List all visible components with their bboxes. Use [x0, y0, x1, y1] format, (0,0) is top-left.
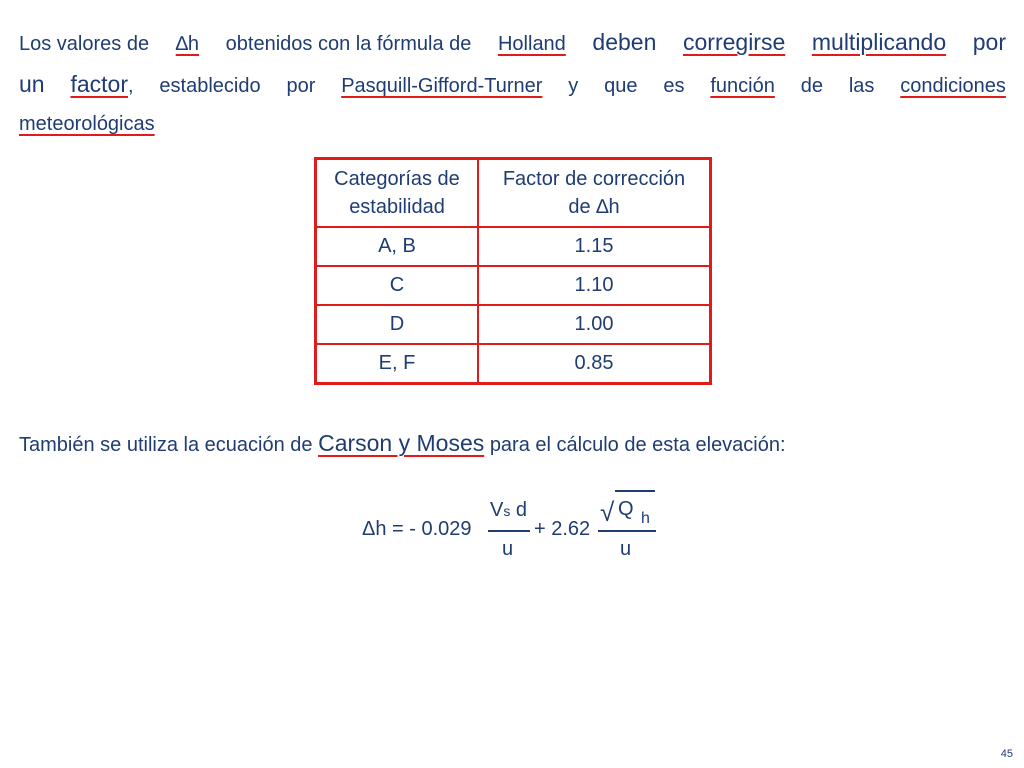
formula-den1: u [502, 538, 514, 560]
text-de: de [800, 75, 823, 97]
formula-plus: + 2.62 [534, 518, 591, 540]
header-col1-line1: Categorías de [334, 168, 460, 190]
link-condiciones[interactable]: condiciones [900, 75, 1006, 97]
link-factor[interactable]: factor [70, 71, 128, 97]
formula-subscript-s: s [503, 503, 511, 519]
text-deben: deben [592, 29, 657, 55]
carson-moses-paragraph [19, 430, 786, 457]
text-un: un [19, 71, 45, 97]
formula-den2: u [620, 538, 632, 560]
table-row [316, 305, 711, 344]
header-col1-line2: estabilidad [349, 196, 445, 218]
text-y: y [568, 75, 579, 97]
intro-line-1 [19, 30, 1006, 56]
text-por-2: por [286, 75, 316, 97]
fraction-bar-1 [488, 530, 530, 532]
fraction-bar-2 [598, 530, 656, 532]
link-holland[interactable]: Holland [497, 33, 566, 55]
table-header-row [316, 159, 711, 228]
formula-d: d [515, 499, 528, 521]
cell-category: D [316, 305, 479, 344]
link-meteorologicas[interactable]: meteorológicas [19, 113, 155, 135]
header-categorias [316, 159, 479, 228]
text-los-valores: Los valores de [19, 33, 150, 55]
sqrt-overline [615, 490, 655, 492]
header-factor [478, 159, 711, 228]
table-row [316, 344, 711, 384]
formula-q: Q [618, 498, 634, 520]
text-tambien: También se utiliza la ecuación de [19, 434, 313, 456]
link-multiplicando[interactable]: multiplicando [811, 29, 947, 55]
text-para-el-calculo: para el cálculo de esta elevación: [489, 434, 786, 456]
cell-factor: 1.10 [478, 266, 711, 305]
cell-factor: 1.00 [478, 305, 711, 344]
correction-factor-table [314, 157, 712, 385]
delta-h-symbol: ∆h [175, 33, 200, 55]
carson-moses-formula [362, 490, 672, 570]
text-establecido: establecido [159, 75, 261, 97]
factor-group [70, 72, 133, 98]
cell-factor: 1.15 [478, 227, 711, 266]
header-col2-line1: Factor de corrección [502, 168, 686, 190]
formula-num1 [490, 499, 527, 522]
cell-category: C [316, 266, 479, 305]
link-corregirse[interactable]: corregirse [683, 29, 786, 55]
text-las: las [848, 75, 875, 97]
cell-factor: 0.85 [478, 344, 711, 384]
intro-line-3 [19, 112, 1006, 136]
formula-h: h [641, 510, 650, 527]
text-es: es [663, 75, 685, 97]
intro-line-2 [19, 72, 1006, 98]
page-number: 45 [1000, 748, 1013, 760]
formula-lhs: Δh = - 0.029 [362, 518, 472, 540]
sqrt-icon: √ [600, 497, 615, 527]
table-row [316, 266, 711, 305]
cell-category: E, F [316, 344, 479, 384]
text-que: que [604, 75, 638, 97]
formula-v: V [490, 499, 504, 521]
text-comma: , [127, 75, 134, 97]
text-por: por [972, 29, 1006, 55]
text-obtenidos: obtenidos con la fórmula de [225, 33, 472, 55]
header-col2-line2: de ∆h [568, 196, 620, 218]
cell-category: A, B [316, 227, 479, 266]
link-carson-moses[interactable]: Carson y Moses [318, 430, 485, 456]
link-funcion[interactable]: función [710, 75, 775, 97]
table-row [316, 227, 711, 266]
link-pasquill[interactable]: Pasquill-Gifford-Turner [341, 75, 543, 97]
